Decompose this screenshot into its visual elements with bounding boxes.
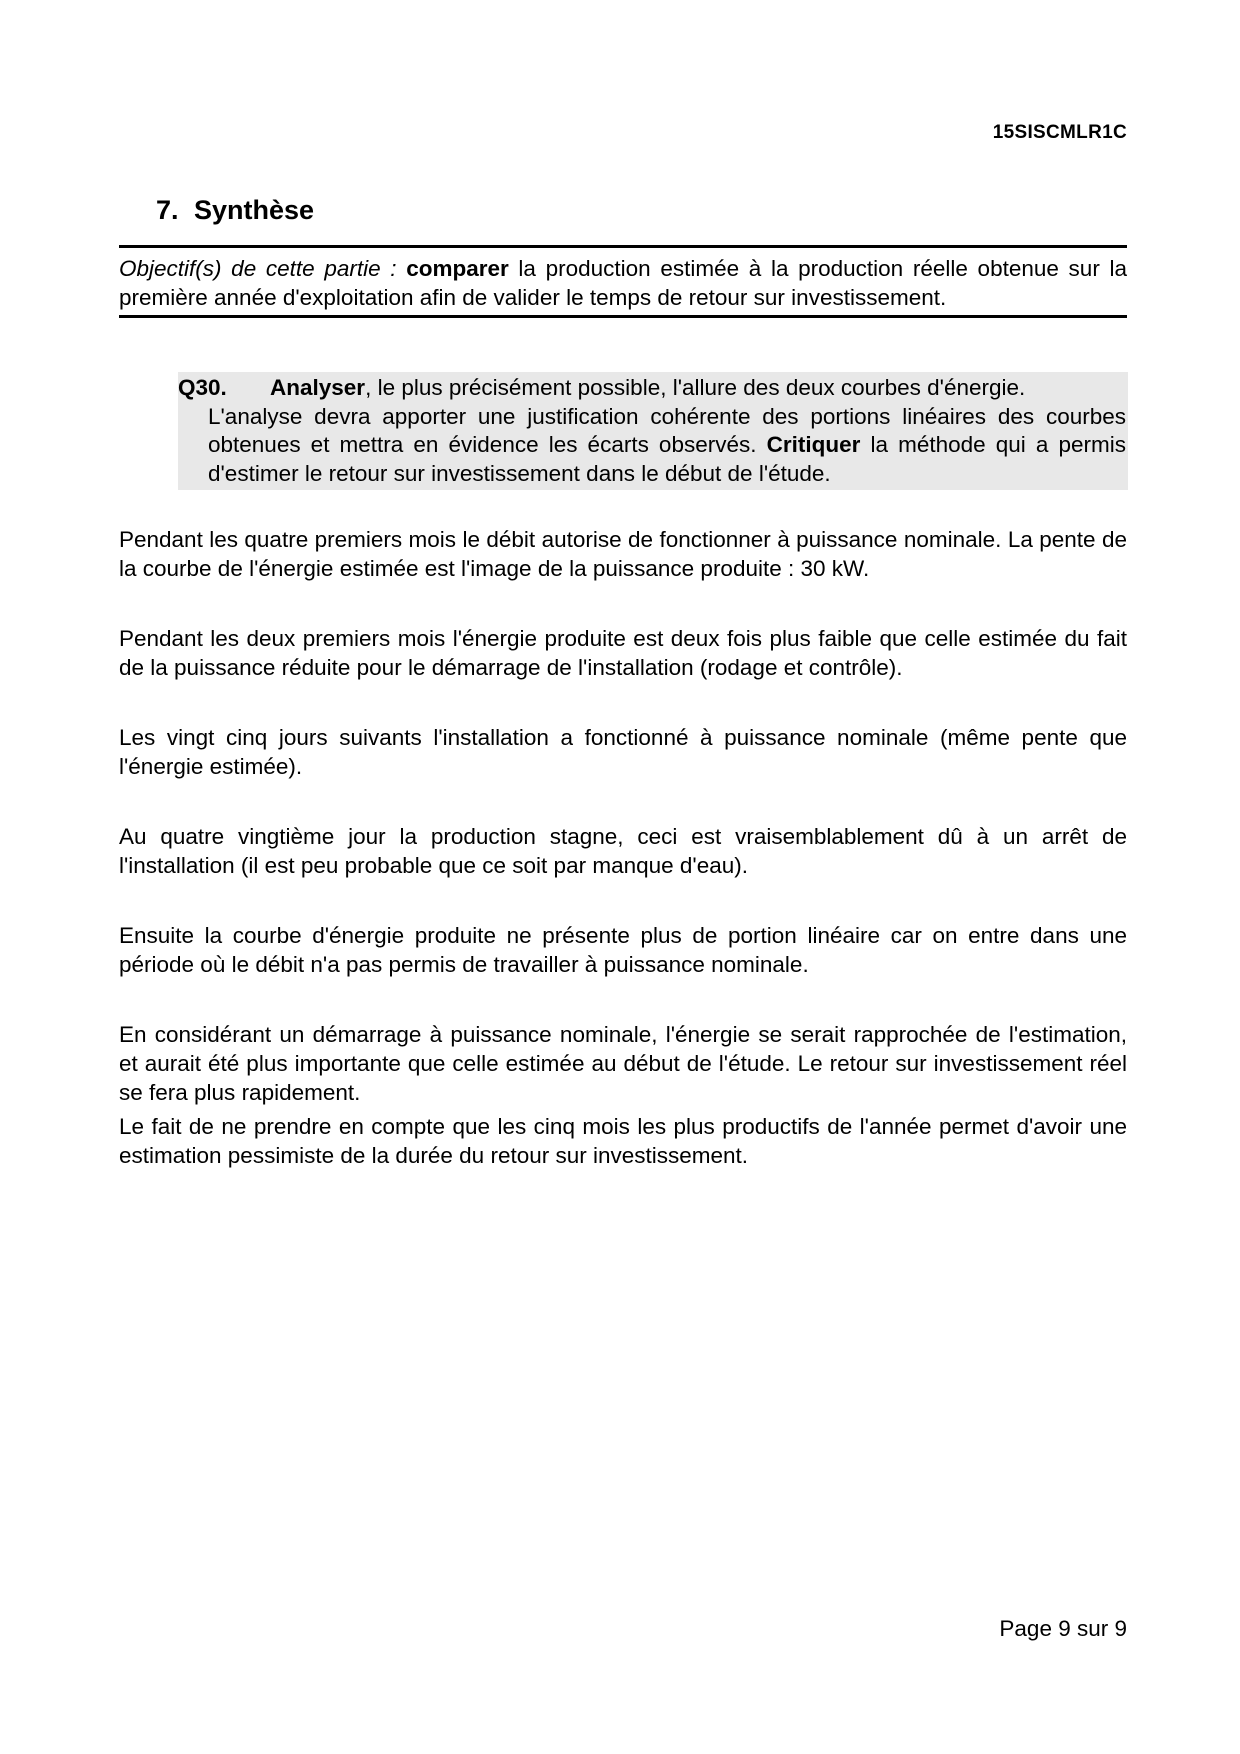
answer-paragraph: Pendant les deux premiers mois l'énergie produite est deux fois plus faible que celle estimée du fait de la puissance réduite pour le démarrage de l'installation (rodage et contrôle).	[119, 626, 1127, 680]
answer-paragraph: Pendant les quatre premiers mois le débit autorise de fonctionner à puissance nominale. La pente de la courbe de l'énergie estimée est l'image de la puissance produite : 30 kW.	[119, 527, 1127, 581]
objective-box	[119, 245, 1127, 318]
question-first-line	[178, 374, 1126, 403]
question-text-3: la méthode qui a permis d'estimer le retour sur investissement dans le début de l'étude.	[208, 432, 1126, 486]
document-code: 15SISCMLR1C	[992, 122, 1127, 143]
section-title	[156, 195, 314, 226]
question-box	[178, 372, 1128, 490]
question-text-2: L'analyse devra apporter une justification cohérente des portions linéaires des courbes obtenues et mettra en évidence les écarts observés.	[208, 403, 1126, 457]
objective-text: la production estimée à la production réelle obtenue sur la première année d'exploitation afin de valider le temps de retour sur investissement.	[119, 256, 1127, 310]
answer-paragraph: Le fait de ne prendre en compte que les cinq mois les plus productifs de l'année permet d'avoir une estimation pessimiste de la durée du retour sur investissement.	[119, 1114, 1127, 1168]
section-number: 7.	[156, 195, 179, 225]
question-verb-analyser: Analyser	[270, 375, 366, 400]
section-title-text: Synthèse	[194, 195, 315, 225]
objective-verb: comparer	[406, 256, 509, 281]
objective-lead: Objectif(s) de cette partie :	[119, 256, 397, 281]
question-number: Q30.	[178, 375, 227, 400]
question-verb-critiquer: Critiquer	[766, 432, 861, 457]
answer-paragraph: Les vingt cinq jours suivants l'installation a fonctionné à puissance nominale (même pente que l'énergie estimée).	[119, 725, 1127, 779]
answer-paragraph: Ensuite la courbe d'énergie produite ne présente plus de portion linéaire car on entre dans une période où le débit n'a pas permis de travailler à puissance nominale.	[119, 923, 1127, 977]
answer-section	[119, 525, 1127, 1170]
question-body	[178, 374, 1126, 488]
answer-paragraph: Au quatre vingtième jour la production stagne, ceci est vraisemblablement dû à un arrêt de l'installation (il est peu probable que ce soit par manque d'eau).	[119, 824, 1127, 878]
answer-paragraph: En considérant un démarrage à puissance nominale, l'énergie se serait rapprochée de l'estimation, et aurait été plus importante que celle estimée au début de l'étude. Le retour sur investissement réel se fera plus rapidement.	[119, 1022, 1127, 1105]
page-number: Page 9 sur 9	[999, 1616, 1127, 1641]
question-text-1: , le plus précisément possible, l'allure des deux courbes d'énergie.	[365, 375, 1026, 400]
